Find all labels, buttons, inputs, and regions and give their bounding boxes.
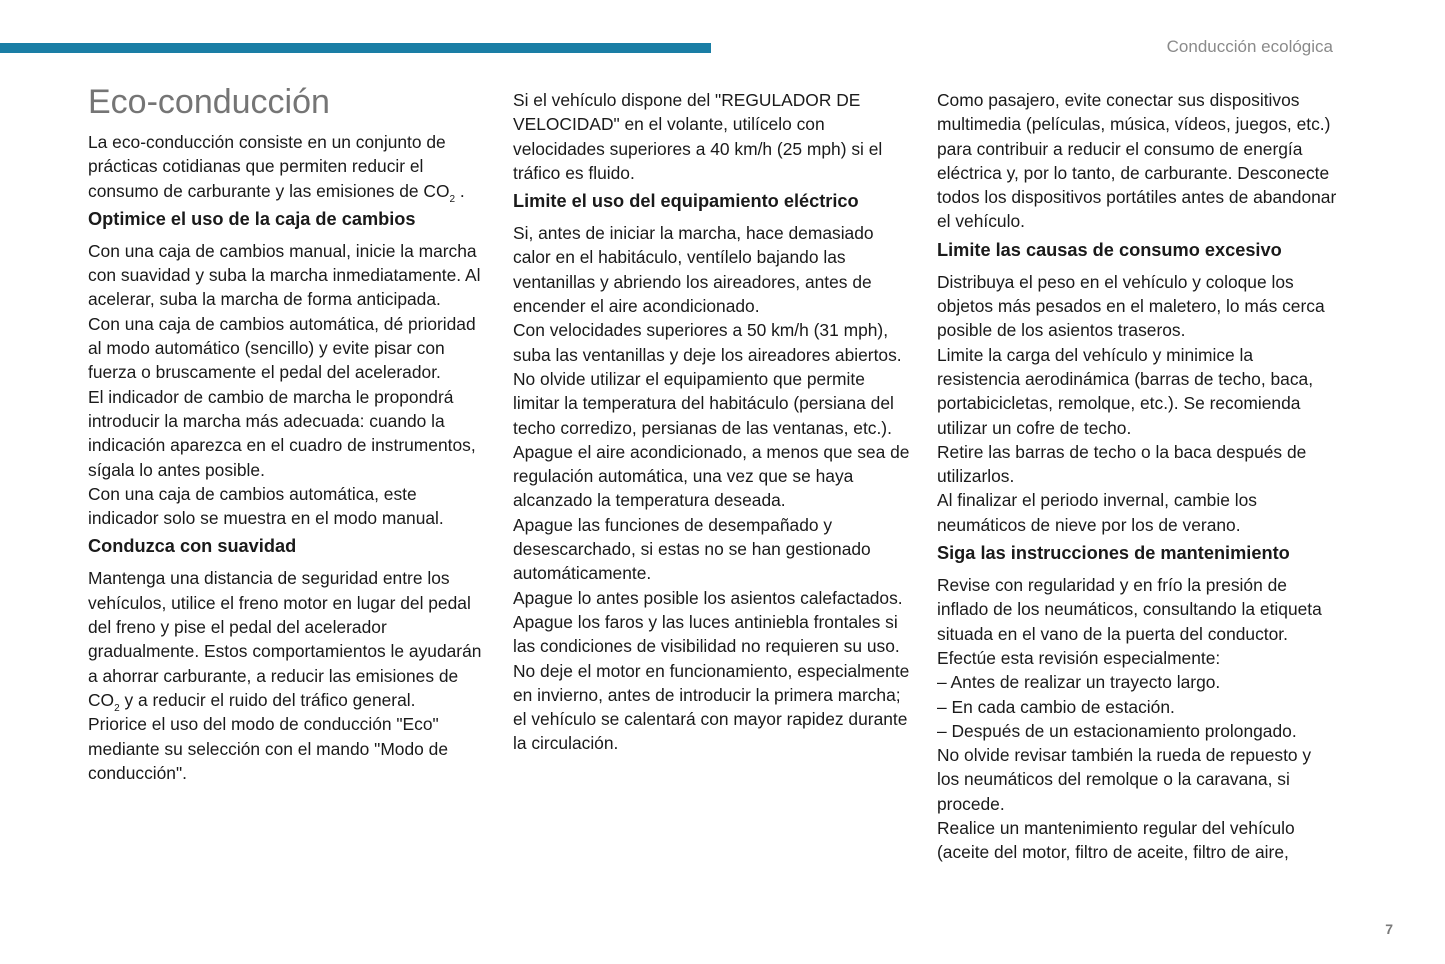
paragraph: Efectúe esta revisión especialmente: (937, 647, 1221, 668)
paragraph: Apague las funciones de desempañado y desescarchado, si estas no se han gestionado automáticamente. (513, 514, 871, 584)
heading-excess-consumption: Limite las causas de consumo excesivo (937, 239, 1282, 260)
paragraph: Apague lo antes posible los asientos calefactados. (513, 587, 903, 608)
paragraph: Como pasajero, evite conectar sus dispositivos multimedia (películas, música, vídeos, juegos, etc.) para contribuir a reducir el consumo de energía eléctrica y, por lo tanto, de carburante. Desconecte todos los dispositivos portátiles antes de abandonar el vehículo. (937, 90, 1337, 232)
section-header: Conducción ecológica (1166, 37, 1333, 56)
paragraph: Si el vehículo dispone del "REGULADOR DE VELOCIDAD" en el volante, utilícelo con velocidades superiores a 40 km/h (25 mph) si el tráfico es fluido. (513, 90, 883, 183)
paragraph: El indicador de cambio de marcha le propondrá introducir la marcha más adecuada: cuando la indicación aparezca en el cuadro de instrumentos, sígala lo antes posible. (88, 386, 476, 480)
subscript-2: 2 (114, 702, 120, 714)
heading-maintenance: Siga las instrucciones de mantenimiento (937, 543, 1290, 564)
paragraph: Con una caja de cambios automática, este indicador solo se muestra en el modo manual. (88, 483, 444, 529)
section-color-bar (0, 43, 711, 53)
paragraph: No deje el motor en funcionamiento, especialmente en invierno, antes de introducir la primera marcha; el vehículo se calentará con mayor rapidez durante la circulación. (513, 660, 910, 754)
list-item: – Antes de realizar un trayecto largo. (937, 672, 1221, 693)
heading-drive-smoothly: Conduzca con suavidad (88, 536, 297, 557)
paragraph: Mantenga una distancia de seguridad entre los vehículos, utilice el freno motor en lugar del pedal del freno y pise el pedal del acelerador gradualmente. Estos comportamientos le ayudarán a ahorrar carburante, a reducir las emisiones de $CO_2$ y a reducir el ruido del tráfico general. (88, 568, 482, 714)
paragraph: Si, antes de iniciar la marcha, hace demasiado calor en el habitáculo, ventílelo bajando las ventanillas y abriendo los aireadores, antes de encender el aire acondicionado. (513, 223, 874, 317)
paragraph: Con una caja de cambios automática, dé prioridad al modo automático (sencillo) y evite pisar con fuerza o bruscamente el pedal del acelerador. (88, 313, 476, 383)
paragraph: Limite la carga del vehículo y minimice la resistencia aerodinámica (barras de techo, baca, portabicicletas, remolque, etc.). Se recomienda utilizar un cofre de techo. (937, 344, 1314, 438)
paragraph: No olvide utilizar el equipamiento que permite limitar la temperatura del habitáculo (persiana del techo corredizo, persianas de las ventanas, etc.). (513, 368, 894, 438)
paragraph: Apague el aire acondicionado, a menos que sea de regulación automática, una vez que se haya alcanzado la temperatura deseada. (513, 441, 910, 511)
column-3 (937, 88, 1337, 865)
heading-gearbox: Optimice el uso de la caja de cambios (88, 208, 416, 229)
paragraph: Priorice el uso del modo de conducción "Eco" mediante su selección con el mando "Modo de conducción". (88, 714, 448, 783)
paragraph: Al finalizar el periodo invernal, cambie los neumáticos de nieve por los de verano. (937, 490, 1257, 535)
page-title: Eco-conducción (88, 83, 330, 121)
paragraph: Con velocidades superiores a 50 km/h (31 mph), suba las ventanillas y deje los aireadores abiertos. (513, 320, 902, 365)
list-item: – Después de un estacionamiento prolongado. (937, 720, 1297, 741)
heading-electrical-equipment: Limite el uso del equipamiento eléctrico (513, 191, 859, 212)
list-item: – En cada cambio de estación. (937, 696, 1175, 717)
column-1 (88, 83, 488, 785)
paragraph: Distribuya el peso en el vehículo y coloque los objetos más pesados en el maletero, lo más cerca posible de los asientos traseros. (937, 271, 1325, 341)
paragraph: No olvide revisar también la rueda de repuesto y los neumáticos del remolque o la caravana, si procede. (937, 745, 1312, 814)
paragraph: Con una caja de cambios manual, inicie la marcha con suavidad y suba la marcha inmediatamente. Al acelerar, suba la marcha de forma anticipada. (88, 240, 481, 310)
paragraph: Apague los faros y las luces antiniebla frontales si las condiciones de visibilidad no requieren su uso. (513, 611, 900, 657)
column-2 (513, 88, 911, 756)
paragraph: Retire las barras de techo o la baca después de utilizarlos. (937, 441, 1307, 487)
intro-paragraph: La eco-conducción consiste en un conjunto de prácticas cotidianas que permiten reducir el consumo de carburante y las emisiones de $CO_2$ . (88, 132, 465, 205)
paragraph: Revise con regularidad y en frío la presión de inflado de los neumáticos, consultando la etiqueta situada en el vano de la puerta del conductor. (937, 575, 1322, 644)
paragraph: Realice un mantenimiento regular del vehículo (aceite del motor, filtro de aceite, filtro de aire, (937, 818, 1295, 863)
page-number: 7 (1385, 921, 1393, 937)
subscript-2: 2 (449, 193, 456, 205)
